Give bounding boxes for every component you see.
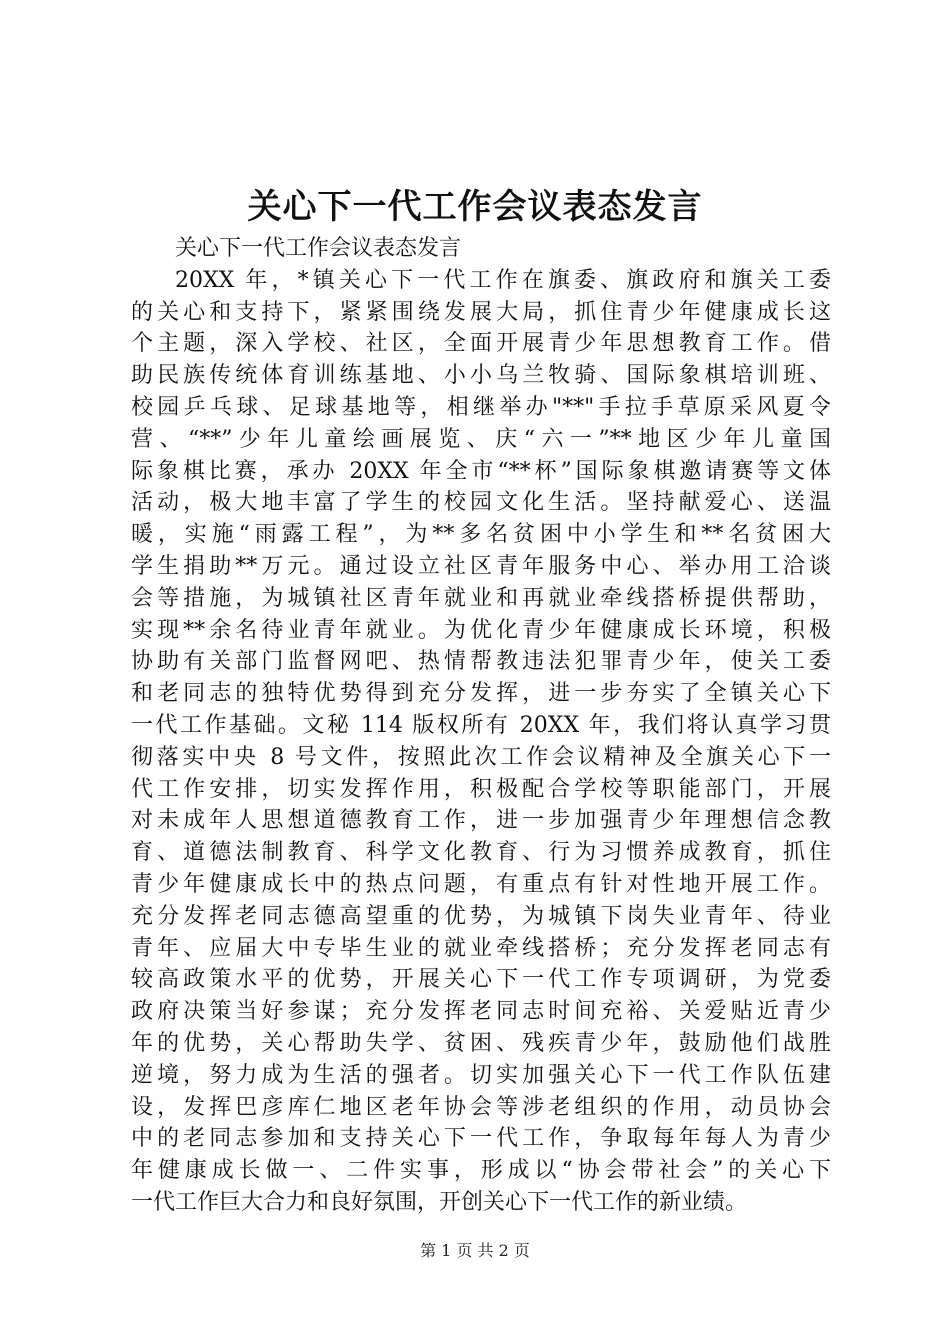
body-line: 中的老同志参加和支持关心下一代工作，争取每年每人为青少 (131, 1126, 831, 1152)
body-line: 设，发挥巴彦库仁地区老年协会等涉老组织的作用，动员协会 (131, 1094, 831, 1120)
body-line: 对未成年人思想道德教育工作，进一步加强青少年理想信念教 (131, 808, 831, 834)
body-line: 代工作安排，切实发挥作用，积极配合学校等职能部门，开展 (131, 776, 831, 802)
body-line: 政府决策当好参谋；充分发挥老同志时间充裕、关爱贴近青少 (131, 999, 831, 1025)
body-line: 活动，极大地丰富了学生的校园文化生活。坚持献爱心、送温 (131, 490, 831, 516)
body-line: 青年、应届大中专毕生业的就业牵线搭桥；充分发挥老同志有 (131, 935, 831, 961)
body-line: 会等措施，为城镇社区青年就业和再就业牵线搭桥提供帮助， (131, 585, 831, 611)
page-number-footer: 第 1 页 共 2 页 (420, 1241, 530, 1260)
body-line: 育、道德法制教育、科学文化教育、行为习惯养成教育，抓住 (131, 840, 831, 866)
body-line: 个主题，深入学校、社区，全面开展青少年思想教育工作。借 (131, 331, 831, 357)
body-line: 实现**余名待业青年就业。为优化青少年健康成长环境，积极 (131, 617, 831, 643)
body-line: 暖，实施“雨露工程”，为**多名贫困中小学生和**名贫困大 (131, 522, 831, 548)
body-line: 营、“**”少年儿童绘画展览、庆“六一”**地区少年儿童国 (131, 426, 831, 452)
document-title: 关心下一代工作会议表态发言 (247, 187, 703, 227)
body-line: 一代工作巨大合力和良好氛围，开创关心下一代工作的新业绩。 (131, 1189, 748, 1215)
body-line: 助民族传统体育训练基地、小小乌兰牧骑、国际象棋培训班、 (131, 363, 831, 389)
body-line: 年的优势，关心帮助失学、贫困、残疾青少年，鼓励他们战胜 (131, 1030, 831, 1056)
body-heading-line: 关心下一代工作会议表态发言 (175, 236, 462, 261)
body-line: 年健康成长做一、二件实事，形成以“协会带社会”的关心下 (131, 1158, 831, 1184)
body-line: 逆境，努力成为生活的强者。切实加强关心下一代工作队伍建 (131, 1062, 831, 1088)
body-line: 校园乒乓球、足球基地等，相继举办"**"手拉手草原采风夏令 (131, 394, 831, 420)
body-line: 际象棋比赛，承办 20XX 年全市“**杯”国际象棋邀请赛等文体 (131, 458, 831, 484)
document-body (131, 233, 831, 1219)
body-line: 学生捐助**万元。通过设立社区青年服务中心、举办用工洽谈 (131, 553, 831, 579)
body-line: 一代工作基础。文秘 114 版权所有 20XX 年，我们将认真学习贯 (131, 712, 831, 738)
body-line: 彻落实中央 8 号文件，按照此次工作会议精神及全旗关心下一 (131, 744, 831, 770)
body-line: 较高政策水平的优势，开展关心下一代工作专项调研，为党委 (131, 967, 831, 993)
body-line: 的关心和支持下，紧紧围绕发展大局，抓住青少年健康成长这 (131, 299, 831, 325)
body-line: 20XX 年，*镇关心下一代工作在旗委、旗政府和旗关工委 (175, 267, 831, 293)
body-line: 青少年健康成长中的热点问题，有重点有针对性地开展工作。 (131, 871, 831, 897)
body-line: 和老同志的独特优势得到充分发挥，进一步夯实了全镇关心下 (131, 681, 831, 707)
body-line: 充分发挥老同志德高望重的优势，为城镇下岗失业青年、待业 (131, 903, 831, 929)
body-line: 协助有关部门监督网吧、热情帮教违法犯罪青少年，使关工委 (131, 649, 831, 675)
